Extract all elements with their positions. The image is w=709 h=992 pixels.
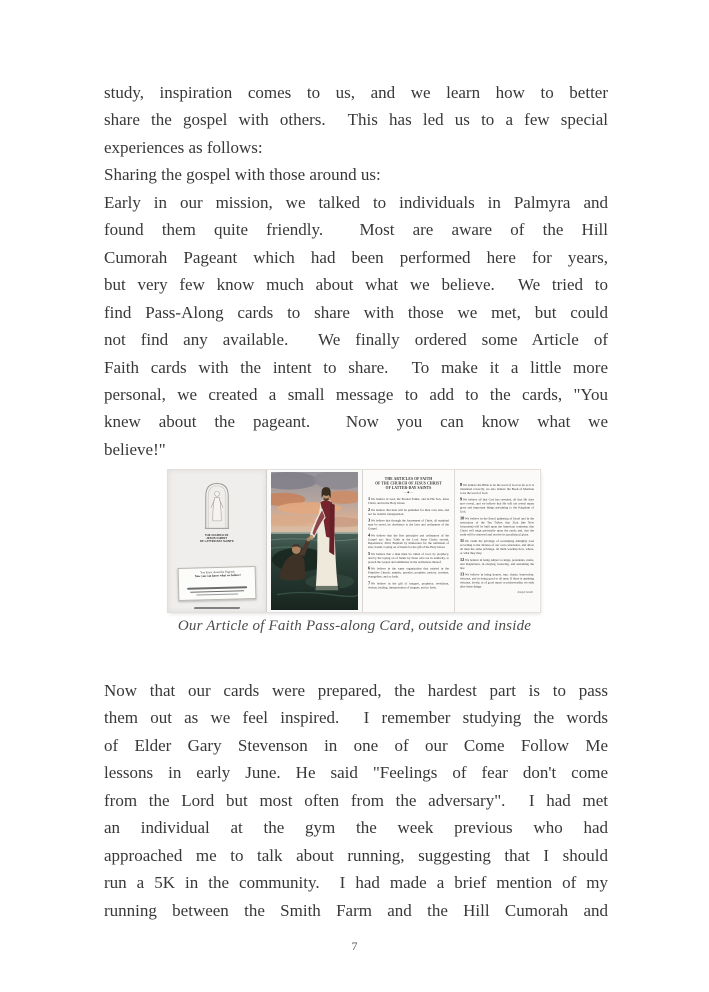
body-text-line: from the Lord but most often from the adversary". I had met	[104, 790, 608, 810]
body-text-line: found them quite friendly. Most are aware of the Hill	[104, 220, 608, 240]
article-number: 5	[368, 550, 371, 556]
article-number: 11	[460, 537, 465, 543]
christus-arch-icon	[197, 477, 237, 533]
body-text-line: Cumorah Pageant which had been performed here for years,	[104, 247, 608, 267]
article-text: We believe in the same organization that existed in the Primitive Church, namely, apostles, prophets, pastors, teachers, evangelists, and so forth.	[368, 567, 449, 579]
article-number: 13	[460, 571, 465, 577]
illegible-text-line	[187, 586, 247, 589]
illegible-text-line	[190, 590, 245, 593]
card-back-panel	[168, 470, 267, 612]
church-wordmark-line: JESUS CHRIST	[206, 537, 228, 541]
articles-title-line: OF THE CHURCH OF JESUS CHRIST	[375, 481, 442, 486]
article-text: We claim the privilege of worshiping Almighty God according to the dictates of our own conscience, and allow all men the same privilege, let them worship how, where, or what they may.	[460, 539, 534, 555]
church-wordmark	[192, 534, 242, 543]
body-text-line: Now that our cards were prepared, the hardest part is to pass	[104, 681, 608, 700]
note-message-line: Now you can know what we believe!	[194, 573, 241, 578]
page-number: 7	[351, 939, 358, 953]
body-text-line: not find any available. We finally ordered some Article of	[104, 330, 608, 350]
articles-title-line: THE ARTICLES OF FAITH	[384, 477, 433, 481]
article-item	[460, 515, 534, 536]
articles-list-8-13	[460, 482, 534, 589]
article-text: We believe in being subject to kings, presidents, rulers, and magistrates, in obeying, honoring, and sustaining the law.	[460, 557, 534, 570]
article-number: 9	[460, 496, 463, 502]
article-item	[368, 496, 449, 505]
article-item	[368, 551, 449, 564]
article-item	[368, 518, 449, 531]
article-text: We believe in God, the Eternal Father, and in His Son, Jesus Christ, and in the Holy Ghost.	[368, 497, 449, 505]
article-text: We believe that the first principles and ordinances of the Gospel are: first, Faith in the Lord Jesus Christ; second, Repentance; third, Baptism by immersion for the remission of sins; fourth, Laying on of hands for the gift of the Holy Ghost.	[368, 533, 449, 550]
article-item	[460, 538, 534, 555]
body-text-line: Faith cards with the intent to share. To make it a little more	[104, 357, 608, 377]
body-text-line: believe!"	[104, 439, 166, 459]
article-text: We believe that men will be punished for their own sins, and not for Adam's transgression.	[368, 508, 449, 516]
articles-list-1-7	[368, 496, 449, 590]
body-text-line: experiences as follows:	[104, 137, 263, 157]
body-text-line: run a 5K in the community. I had made a brief mention of my	[104, 873, 608, 893]
illegible-text-line	[196, 593, 238, 595]
card-front-panel	[267, 470, 363, 612]
articles-title	[368, 477, 449, 491]
body-text-line: Sharing the gospel with those around us:	[104, 165, 381, 185]
article-number: 2	[368, 506, 371, 512]
body-text-line: an individual at the gym the week previous who had	[104, 818, 608, 838]
body-text-line: Early in our mission, we talked to individuals in Palmyra and	[104, 192, 608, 212]
article-number: 12	[460, 556, 465, 562]
article-text: We believe in the literal gathering of Israel and in the restoration of the Ten Tribes; that Zion (the New Jerusalem) will be built upon the American continent; that Christ will reign personally upon the earth; and, that the earth will be renewed and receive its paradisiacal glory.	[460, 516, 534, 536]
note-message-line: You knew about the Pageant.	[200, 570, 236, 575]
articles-title-line: OF LATTER-DAY SAINTS	[385, 486, 432, 490]
pass-along-card-figure	[168, 470, 540, 612]
church-wordmark-line: THE CHURCH OF	[205, 534, 229, 537]
body-text-line: approached me to talk about running, suggesting that I should	[104, 845, 608, 865]
article-number: 3	[368, 517, 371, 523]
taped-message-note	[178, 566, 257, 601]
article-item	[368, 532, 449, 549]
church-wordmark-line: OF LATTER-DAY SAINTS	[200, 540, 234, 544]
body-text-line: share the gospel with others. This has led us to a few special	[104, 110, 608, 130]
articles-of-faith-panel-1	[363, 470, 455, 612]
article-item	[460, 556, 534, 569]
body-text-line: lessons in early June. He said "Feelings of fear don't come	[104, 763, 608, 783]
handwritten-signature-line	[194, 607, 241, 609]
figure-caption: Our Article of Faith Pass-along Card, outside and inside	[177, 618, 532, 634]
articles-of-faith-panel-2	[455, 470, 539, 612]
body-text-line: study, inspiration comes to us, and we learn how to better	[104, 83, 608, 102]
article-item	[368, 507, 449, 516]
body-text-line: personal, we created a small message to add to the cards, "You	[104, 384, 608, 404]
article-item	[368, 580, 449, 589]
article-item	[460, 482, 534, 495]
article-text: We believe that through the Atonement of Christ, all mankind may be saved, by obedience to the laws and ordinances of the Gospel.	[368, 519, 449, 531]
body-text-line: them out as we feel inspired. I remember studying the words	[104, 708, 608, 728]
article-text: We believe in the gift of tongues, prophecy, revelation, visions, healing, interpretation of tongues, and so forth.	[368, 581, 449, 590]
article-item	[460, 496, 534, 513]
body-text-line: find Pass-Along cards to share with those we met, but could	[104, 302, 608, 322]
article-item	[460, 571, 534, 588]
body-text-line: of Elder Gary Stevenson in one of our Come Follow Me	[104, 735, 608, 755]
body-paragraph-block-2	[104, 677, 608, 924]
article-item	[368, 566, 449, 579]
article-text: We believe that a man must be called of God, by prophecy, and by the laying on of hands by those who are in authority, to preach the Gospel and administer in the ordinances thereof.	[368, 552, 449, 564]
attribution-text: Joseph Smith	[517, 590, 533, 594]
ornament-divider: —◆—	[403, 491, 414, 494]
article-number: 1	[368, 495, 371, 501]
body-paragraph-block-1	[104, 79, 608, 463]
body-text-line: but very few know much about what we believe. We tried to	[104, 275, 608, 295]
article-text: We believe the Bible to be the word of God as far as it is translated correctly; we also believe the Book of Mormon to be the word of God.	[460, 483, 534, 495]
article-number: 4	[368, 532, 371, 538]
article-text: We believe in being honest, true, chaste, benevolent, virtuous, and in doing good to all men. If there is anything virtuous, lovely, or of good report or praiseworthy, we seek after these things.	[460, 572, 534, 589]
article-text: We believe all that God has revealed, all that He does now reveal, and we believe that He will yet reveal many great and important things pertaining to the Kingdom of God.	[460, 497, 534, 514]
article-number: 8	[460, 481, 463, 487]
article-number: 6	[368, 565, 371, 571]
body-text-line: knew about the pageant. Now you can know what we	[104, 412, 608, 432]
article-number: 10	[460, 515, 465, 521]
article-number: 7	[368, 580, 371, 586]
jesus-walking-on-water-painting	[271, 472, 358, 610]
body-text-line: running between the Smith Farm and the Hill Cumorah and	[104, 900, 608, 920]
